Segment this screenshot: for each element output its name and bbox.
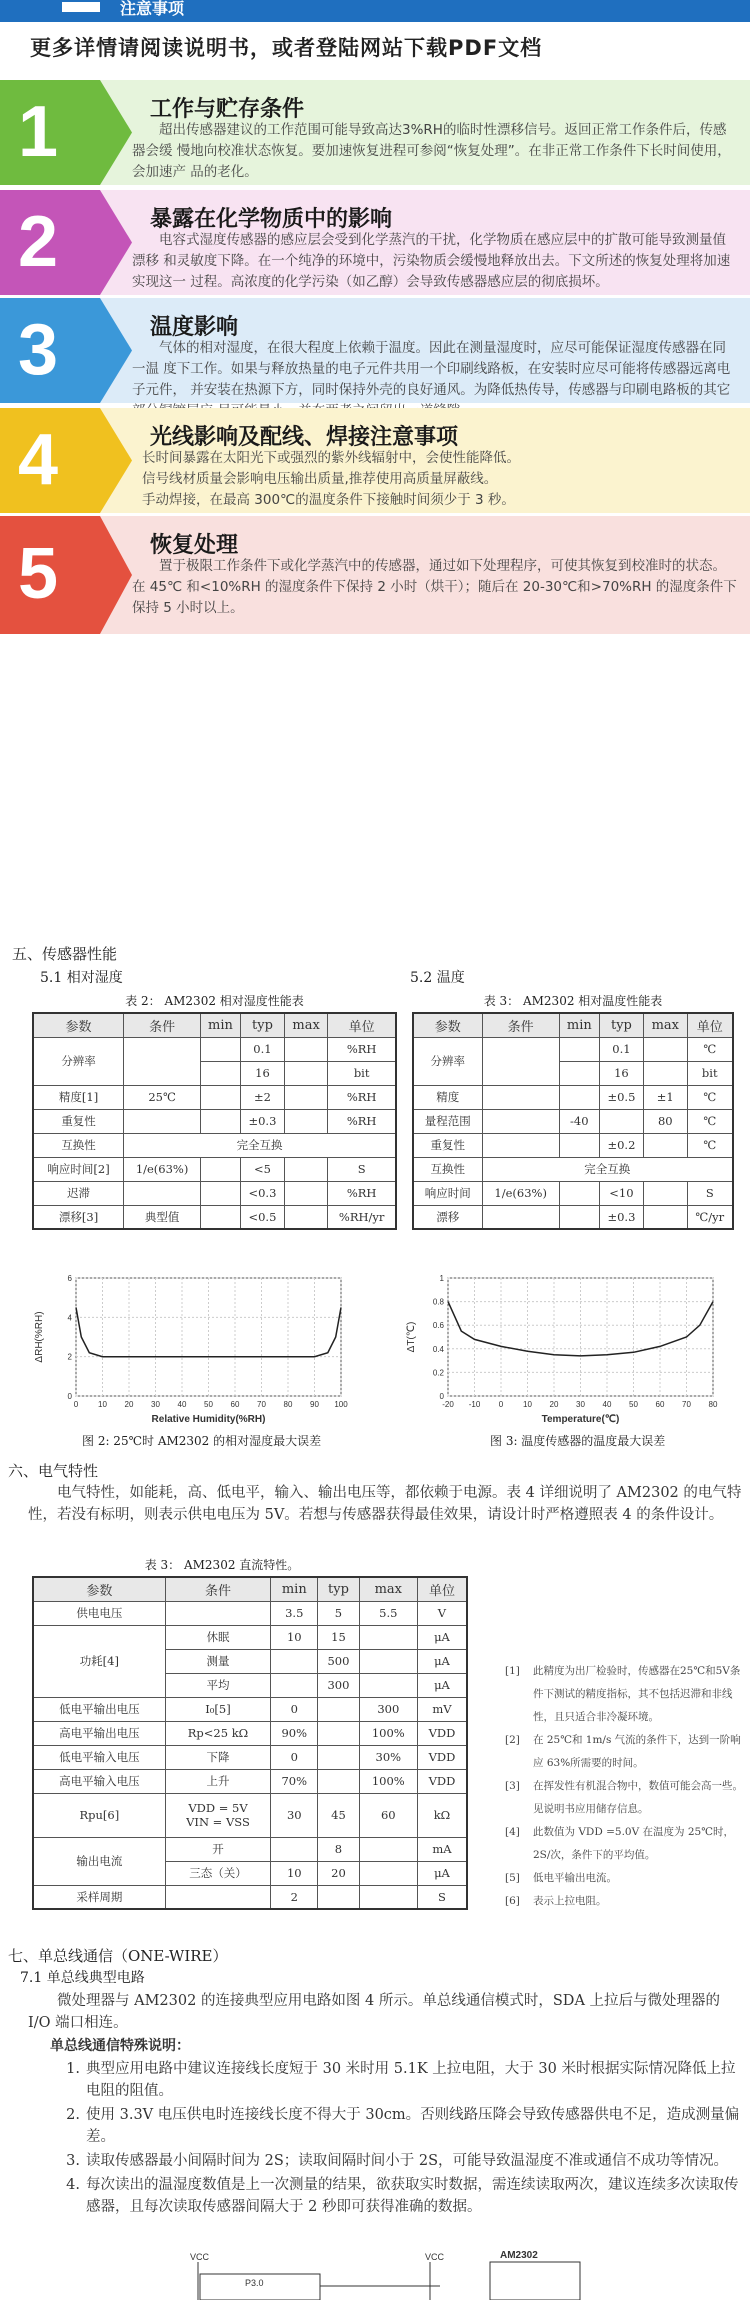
section6-paragraph: 电气特性，如能耗，高、低电平，输入、输出电压等，都依赖于电源。表 4 详细说明了 AM2302 的电气特性，若没有标明，则表示供电电压为 5V。若想与传感器获得最佳效果，请设计时严格遵照表 4 的条件设计。 bbox=[28, 1485, 742, 1523]
table-cell: 分辨率 bbox=[33, 1037, 124, 1085]
x-tick-label: -10 bbox=[468, 1400, 481, 1409]
table-cell: 70% bbox=[271, 1769, 318, 1793]
table-row bbox=[413, 1109, 733, 1133]
table-cell: 10 bbox=[271, 1625, 318, 1649]
notice-band-1 bbox=[0, 80, 750, 185]
table-row bbox=[33, 1625, 467, 1649]
typical-circuit-diagram bbox=[140, 2250, 590, 2300]
table-header-cell: min bbox=[201, 1013, 241, 1037]
table-cell: <0.3 bbox=[240, 1181, 284, 1205]
notice-band-3 bbox=[0, 298, 750, 403]
table-cell: S bbox=[417, 1885, 467, 1909]
table-cell bbox=[644, 1037, 688, 1061]
table-cell: Rpu[6] bbox=[33, 1793, 165, 1837]
table-cell bbox=[201, 1157, 241, 1181]
table-cell bbox=[124, 1181, 201, 1205]
table-cell bbox=[271, 1673, 318, 1697]
table-cell: VDD bbox=[417, 1721, 467, 1745]
section5-sub2: 5.2 温度 bbox=[410, 970, 465, 986]
band-text: 置于极限工作条件下或化学蒸汽中的传感器，通过如下处理程序，可使其恢复到校准时的状态。在 45℃ 和<10%RH 的湿度条件下保持 2 小时（烘干）；随后在 20-30℃和>70%RH 的湿度条件下保持 5 小时以上。 bbox=[132, 558, 737, 616]
table-cell: 30% bbox=[359, 1745, 417, 1769]
table-cell bbox=[201, 1205, 241, 1229]
table-cell: 供电电压 bbox=[33, 1601, 165, 1625]
list-item: 3. 读取传感器最小间隔时间为 2S；读取间隔时间小于 2S，可能导致温湿度不准或通信不成功等情况。 bbox=[66, 2153, 729, 2169]
table-cell bbox=[559, 1133, 599, 1157]
x-tick-label: 50 bbox=[629, 1400, 638, 1409]
table-cell bbox=[644, 1181, 688, 1205]
top-banner bbox=[0, 0, 750, 22]
x-tick-label: 30 bbox=[151, 1400, 160, 1409]
x-tick-label: 70 bbox=[682, 1400, 691, 1409]
vcc1-label: VCC bbox=[190, 2252, 210, 2262]
table-cell: 100% bbox=[359, 1769, 417, 1793]
banner-icon bbox=[60, 0, 102, 14]
table-row bbox=[413, 1037, 733, 1061]
table-cell: 300 bbox=[318, 1673, 359, 1697]
table-cell: mV bbox=[417, 1697, 467, 1721]
table-cell: V bbox=[417, 1601, 467, 1625]
table-header-cell: 参数 bbox=[413, 1013, 482, 1037]
x-tick-label: 80 bbox=[708, 1400, 718, 1409]
table-header-cell: 单位 bbox=[687, 1013, 733, 1037]
table-cell bbox=[559, 1181, 599, 1205]
footnotes bbox=[505, 1660, 745, 1913]
table-cell: 响应时间[2] bbox=[33, 1157, 124, 1181]
table-cell bbox=[318, 1745, 359, 1769]
table-row bbox=[33, 1837, 467, 1861]
table-cell: 精度[1] bbox=[33, 1085, 124, 1109]
table-cell bbox=[201, 1181, 241, 1205]
table-cell: -40 bbox=[559, 1109, 599, 1133]
table-cell bbox=[318, 1721, 359, 1745]
y-axis-label: ΔRH(%RH) bbox=[34, 1311, 45, 1363]
table3-caption: 表 3： AM2302 相对温度性能表 bbox=[483, 994, 663, 1008]
table-cell: kΩ bbox=[417, 1793, 467, 1837]
band-number: 4 bbox=[18, 419, 59, 500]
table-cell: 漂移 bbox=[413, 1205, 482, 1229]
y-tick-label: 4 bbox=[67, 1313, 72, 1323]
table-cell bbox=[359, 1649, 417, 1673]
band-number-arrow bbox=[0, 408, 132, 513]
table-row bbox=[33, 1109, 396, 1133]
band-number-arrow bbox=[0, 298, 132, 403]
table-cell: 0.1 bbox=[599, 1037, 643, 1061]
table-cell: 10 bbox=[271, 1861, 318, 1885]
x-tick-label: 40 bbox=[177, 1400, 187, 1409]
fig3-caption: 图 3: 温度传感器的温度最大误差 bbox=[490, 1434, 666, 1448]
table-cell: 高电平输出电压 bbox=[33, 1721, 165, 1745]
table-cell: %RH/yr bbox=[328, 1205, 396, 1229]
table-cell: 三态（关） bbox=[165, 1861, 271, 1885]
table-cell bbox=[318, 1697, 359, 1721]
table-cell: 精度 bbox=[413, 1085, 482, 1109]
table-header-cell: max bbox=[284, 1013, 327, 1037]
table-cell: 采样周期 bbox=[33, 1885, 165, 1909]
table-cell: 平均 bbox=[165, 1673, 271, 1697]
table-cell: 迟滞 bbox=[33, 1181, 124, 1205]
table-header-cell: typ bbox=[318, 1577, 359, 1601]
footnote-item: [6] 表示上拉电阻。 bbox=[505, 1895, 607, 1907]
table-cell bbox=[359, 1861, 417, 1885]
table-cell: 响应时间 bbox=[413, 1181, 482, 1205]
table-cell: %RH bbox=[328, 1181, 396, 1205]
table-header-cell: 条件 bbox=[124, 1013, 201, 1037]
port-label: P3.0 bbox=[245, 2278, 264, 2288]
band-number: 1 bbox=[18, 91, 59, 172]
y-tick-label: 0.4 bbox=[432, 1344, 444, 1354]
y-tick-label: 2 bbox=[67, 1352, 72, 1362]
table-row bbox=[33, 1037, 396, 1061]
table-row bbox=[33, 1205, 396, 1229]
table-cell: 1/e(63%) bbox=[482, 1181, 559, 1205]
table-row bbox=[33, 1697, 467, 1721]
y-tick-label: 0.2 bbox=[432, 1368, 444, 1378]
band-number-arrow bbox=[0, 516, 132, 634]
table-row bbox=[33, 1157, 396, 1181]
table-cell bbox=[482, 1037, 559, 1085]
vcc2-label: VCC bbox=[425, 2252, 445, 2262]
table-cell bbox=[165, 1601, 271, 1625]
table-cell: ±0.2 bbox=[599, 1133, 643, 1157]
table-cell: ±2 bbox=[240, 1085, 284, 1109]
table-cell: VDD bbox=[417, 1745, 467, 1769]
footnote-item: [3] 在挥发性有机混合物中，数值可能会高一些。见说明书应用储存信息。 bbox=[505, 1780, 743, 1815]
band-text: 电容式湿度传感器的感应层会受到化学蒸汽的干扰，化学物质在感应层中的扩散可能导致测量值漂移 和灵敏度下降。在一个纯净的环境中，污染物质会缓慢地释放出去。下文所述的恢复处理将加速实现这一 过程。高浓度的化学污染（如乙醇）会导致传感器感应层的彻底损坏。 bbox=[132, 232, 731, 290]
band-title: 光线影响及配线、焊接注意事项 bbox=[150, 425, 459, 450]
band-number-arrow bbox=[0, 190, 132, 295]
table-cell bbox=[559, 1061, 599, 1085]
table-cell: 300 bbox=[359, 1697, 417, 1721]
table-cell: 功耗[4] bbox=[33, 1625, 165, 1697]
table-header-cell: 单位 bbox=[328, 1013, 396, 1037]
table-header-cell: 单位 bbox=[417, 1577, 467, 1601]
table-cell: ±1 bbox=[644, 1085, 688, 1109]
table-cell bbox=[559, 1085, 599, 1109]
band-number: 5 bbox=[18, 534, 59, 614]
x-tick-label: 10 bbox=[523, 1400, 532, 1409]
table-cell: 30 bbox=[271, 1793, 318, 1837]
table-cell bbox=[284, 1061, 327, 1085]
table-cell: 典型值 bbox=[124, 1205, 201, 1229]
x-axis-label: Relative Humidity(%RH) bbox=[151, 1414, 266, 1425]
table-cell bbox=[124, 1109, 201, 1133]
x-tick-label: 20 bbox=[549, 1400, 559, 1409]
x-tick-label: 90 bbox=[310, 1400, 319, 1409]
table-cell bbox=[124, 1037, 201, 1085]
table-cell: VDD = 5V VIN = VSS bbox=[165, 1793, 271, 1837]
table-cell: 80 bbox=[644, 1109, 688, 1133]
x-tick-label: 70 bbox=[257, 1400, 266, 1409]
table-cell bbox=[201, 1061, 241, 1085]
table-cell: 量程范围 bbox=[413, 1109, 482, 1133]
table-cell: 25℃ bbox=[124, 1085, 201, 1109]
table-cell: 16 bbox=[240, 1061, 284, 1085]
band-text: 超出传感器建议的工作范围可能导致高达3%RH的临时性漂移信号。返回正常工作条件后，传感器会缓 慢地向校准状态恢复。要加速恢复进程可参阅“恢复处理”。在非正常工作条件下长时间使用，会加速产 品的老化。 bbox=[132, 122, 731, 180]
table-cell: 输出电流 bbox=[33, 1837, 165, 1885]
table-cell bbox=[359, 1885, 417, 1909]
section7-sub: 7.1 单总线典型电路 bbox=[20, 1970, 145, 1986]
table-cell: I₀[5] bbox=[165, 1697, 271, 1721]
table-cell: ℃ bbox=[687, 1109, 733, 1133]
table-header-cell: 条件 bbox=[165, 1577, 271, 1601]
table-row bbox=[33, 1721, 467, 1745]
table-header-cell: typ bbox=[240, 1013, 284, 1037]
table-cell bbox=[559, 1205, 599, 1229]
table-cell: 5.5 bbox=[359, 1601, 417, 1625]
part-label: AM2302 bbox=[500, 2250, 538, 2261]
humidity-performance-table bbox=[32, 1012, 397, 1230]
table-cell: bit bbox=[687, 1061, 733, 1085]
table-cell bbox=[644, 1205, 688, 1229]
table-row bbox=[33, 1885, 467, 1909]
table-header-cell: 参数 bbox=[33, 1577, 165, 1601]
table-cell: 漂移[3] bbox=[33, 1205, 124, 1229]
table-cell: 休眠 bbox=[165, 1625, 271, 1649]
table-cell: 重复性 bbox=[33, 1109, 124, 1133]
table-cell bbox=[318, 1769, 359, 1793]
x-tick-label: 60 bbox=[655, 1400, 665, 1409]
y-axis-label: ΔT(℃) bbox=[406, 1321, 417, 1353]
table-header-cell: max bbox=[644, 1013, 688, 1037]
table-cell bbox=[201, 1037, 241, 1061]
table-header-cell: 条件 bbox=[482, 1013, 559, 1037]
table-header-cell: max bbox=[359, 1577, 417, 1601]
temperature-error-chart bbox=[400, 1270, 730, 1425]
humidity-error-chart bbox=[28, 1270, 358, 1425]
table-cell bbox=[201, 1085, 241, 1109]
table-cell: <10 bbox=[599, 1181, 643, 1205]
banner-title: 注意事项 bbox=[120, 0, 185, 18]
x-tick-label: 40 bbox=[602, 1400, 612, 1409]
table-cell bbox=[271, 1837, 318, 1861]
band-title: 温度影响 bbox=[150, 315, 239, 340]
table-cell: 45 bbox=[318, 1793, 359, 1837]
x-tick-label: 100 bbox=[334, 1400, 348, 1409]
list-item: 1. 典型应用电路中建议连接线长度短于 30 米时用 5.1K 上拉电阻，大于 30 米时根据实际情况降低上拉电阻的阻值。 bbox=[66, 2061, 736, 2099]
band-title: 恢复处理 bbox=[150, 533, 239, 558]
x-tick-label: 80 bbox=[283, 1400, 293, 1409]
table-cell: 完全互换 bbox=[482, 1157, 733, 1181]
table-row bbox=[33, 1133, 396, 1157]
table-cell bbox=[359, 1673, 417, 1697]
band-number: 3 bbox=[18, 309, 59, 390]
table-cell: 0.1 bbox=[240, 1037, 284, 1061]
x-tick-label: 60 bbox=[230, 1400, 240, 1409]
x-tick-label: 0 bbox=[498, 1400, 504, 1409]
band-text: 气体的相对湿度，在很大程度上依赖于温度。因此在测量湿度时，应尽可能保证湿度传感器在同一温 度下工作。如果与释放热量的电子元件共用一个印刷线路板，在安装时应尽可能将传感器远离电子元件， 并安装在热源下方，同时保持外壳的良好通风。为降低热传导，传感器与印刷电路板的其它 bbox=[132, 340, 731, 398]
table-cell: μA bbox=[417, 1625, 467, 1649]
table-cell bbox=[599, 1109, 643, 1133]
table-cell: 3.5 bbox=[271, 1601, 318, 1625]
table-cell bbox=[644, 1133, 688, 1157]
table4-caption: 表 3： AM2302 直流特性。 bbox=[144, 1558, 300, 1572]
section5-sub1: 5.1 相对湿度 bbox=[40, 970, 123, 986]
table-cell: Rp<25 kΩ bbox=[165, 1721, 271, 1745]
table-cell bbox=[359, 1837, 417, 1861]
table-header-cell: min bbox=[271, 1577, 318, 1601]
y-tick-label: 0 bbox=[439, 1392, 444, 1401]
sensor-box bbox=[490, 2262, 580, 2300]
table-cell: 下降 bbox=[165, 1745, 271, 1769]
table-cell: 1/e(63%) bbox=[124, 1157, 201, 1181]
table-cell bbox=[284, 1037, 327, 1061]
y-tick-label: 0 bbox=[67, 1392, 72, 1401]
table-cell: ℃ bbox=[687, 1085, 733, 1109]
table-cell bbox=[482, 1133, 559, 1157]
headline: 更多详情请阅读说明书，或者登陆网站下载PDF文档 bbox=[30, 36, 543, 60]
notice-band-5 bbox=[0, 516, 750, 634]
table-cell bbox=[559, 1037, 599, 1061]
table-cell: 0 bbox=[271, 1745, 318, 1769]
table-row bbox=[33, 1181, 396, 1205]
footnote-item: [5] 低电平输出电流。 bbox=[505, 1872, 617, 1884]
table-cell bbox=[271, 1649, 318, 1673]
section5-title: 五、传感器性能 bbox=[12, 945, 118, 963]
table-cell: 8 bbox=[318, 1837, 359, 1861]
dc-characteristics-table bbox=[32, 1576, 468, 1910]
table-cell: S bbox=[687, 1181, 733, 1205]
table-row bbox=[33, 1085, 396, 1109]
table-cell: 16 bbox=[599, 1061, 643, 1085]
table-cell: ±0.3 bbox=[599, 1205, 643, 1229]
table-cell: 90% bbox=[271, 1721, 318, 1745]
temperature-performance-table bbox=[412, 1012, 734, 1230]
band-number-arrow bbox=[0, 80, 132, 185]
table-cell: 高电平输入电压 bbox=[33, 1769, 165, 1793]
table-cell: ℃/yr bbox=[687, 1205, 733, 1229]
table-cell bbox=[284, 1085, 327, 1109]
table-cell: 低电平输出电压 bbox=[33, 1697, 165, 1721]
table-cell: ℃ bbox=[687, 1037, 733, 1061]
special-notes-list bbox=[60, 2058, 740, 2220]
table-header-cell: min bbox=[559, 1013, 599, 1037]
table-header-cell: typ bbox=[599, 1013, 643, 1037]
table-cell: 测量 bbox=[165, 1649, 271, 1673]
x-axis-label: Temperature(℃) bbox=[541, 1414, 620, 1425]
table-cell: %RH bbox=[328, 1037, 396, 1061]
table-cell bbox=[644, 1061, 688, 1085]
table-cell bbox=[165, 1885, 271, 1909]
table-row bbox=[33, 1793, 467, 1837]
band-title: 暴露在化学物质中的影响 bbox=[150, 207, 393, 232]
table-row bbox=[413, 1085, 733, 1109]
table-cell: 低电平输入电压 bbox=[33, 1745, 165, 1769]
table-row bbox=[413, 1133, 733, 1157]
table-cell: 0 bbox=[271, 1697, 318, 1721]
table-cell bbox=[482, 1085, 559, 1109]
table-cell: μA bbox=[417, 1649, 467, 1673]
table-cell: 开 bbox=[165, 1837, 271, 1861]
footnote-item: [4] 此数值为 VDD =5.0V 在温度为 25℃时，2S/次，条件下的平均值。 bbox=[505, 1826, 734, 1861]
table-cell: 500 bbox=[318, 1649, 359, 1673]
footnote-item: [1] 此精度为出厂检验时，传感器在25℃和5V条件下测试的精度指标，其不包括迟滞和非线性，且只适合非冷凝环境。 bbox=[505, 1665, 741, 1723]
table-cell: <0.5 bbox=[240, 1205, 284, 1229]
band-number: 2 bbox=[18, 201, 59, 282]
x-tick-label: -20 bbox=[442, 1400, 454, 1409]
x-tick-label: 30 bbox=[576, 1400, 585, 1409]
table-cell: 互换性 bbox=[413, 1157, 482, 1181]
list-item: 2. 使用 3.3V 电压供电时连接线长度不得大于 30cm。否则线路压降会导致传感器供电不足，造成测量偏差。 bbox=[66, 2107, 740, 2145]
y-tick-label: 6 bbox=[67, 1274, 72, 1283]
table-cell: 20 bbox=[318, 1861, 359, 1885]
table-cell: 上升 bbox=[165, 1769, 271, 1793]
table-cell: ±0.5 bbox=[599, 1085, 643, 1109]
table-cell: 分辨率 bbox=[413, 1037, 482, 1085]
band-title: 工作与贮存条件 bbox=[150, 97, 305, 122]
notice-band-2 bbox=[0, 190, 750, 295]
table-cell bbox=[284, 1157, 327, 1181]
table-cell: μA bbox=[417, 1861, 467, 1885]
x-tick-label: 0 bbox=[73, 1400, 79, 1409]
table-cell: 完全互换 bbox=[124, 1133, 396, 1157]
table-row bbox=[33, 1769, 467, 1793]
table-cell: <5 bbox=[240, 1157, 284, 1181]
section7-paragraph: 微处理器与 AM2302 的连接典型应用电路如图 4 所示。单总线通信模式时，SDA 上拉后与微处理器的 I/O 端口相连。 bbox=[28, 1993, 721, 2031]
section7-list-title: 单总线通信特殊说明： bbox=[50, 2038, 190, 2054]
y-tick-label: 1 bbox=[439, 1274, 444, 1283]
table-cell: 5 bbox=[318, 1601, 359, 1625]
table-cell bbox=[284, 1109, 327, 1133]
table-cell: 2 bbox=[271, 1885, 318, 1909]
table-header-cell: 参数 bbox=[33, 1013, 124, 1037]
fig2-caption: 图 2: 25℃时 AM2302 的相对湿度最大误差 bbox=[82, 1434, 322, 1448]
y-tick-label: 0.6 bbox=[432, 1321, 444, 1331]
table-cell: %RH bbox=[328, 1085, 396, 1109]
table-row bbox=[413, 1205, 733, 1229]
table2-caption: 表 2： AM2302 相对湿度性能表 bbox=[125, 994, 304, 1008]
table-cell bbox=[359, 1625, 417, 1649]
table-cell: 15 bbox=[318, 1625, 359, 1649]
x-tick-label: 10 bbox=[98, 1400, 107, 1409]
y-tick-label: 0.8 bbox=[432, 1297, 444, 1307]
table-cell bbox=[482, 1109, 559, 1133]
table-cell: 60 bbox=[359, 1793, 417, 1837]
table-row bbox=[413, 1157, 733, 1181]
table-cell: 100% bbox=[359, 1721, 417, 1745]
table-cell: VDD bbox=[417, 1769, 467, 1793]
band-text: 长时间暴露在太阳光下或强烈的紫外线辐射中，会使性能降低。 信号线材质量会影响电压输出质量,推荐使用高质量屏蔽线。 手动焊接，在最高 300℃的温度条件下接触时间须少于 3 秒。 bbox=[142, 450, 520, 508]
list-item: 4. 每次读出的温湿度数值是上一次测量的结果，欲获取实时数据，需连续读取两次，建议连续多次读取传感器，且每次读取传感器间隔大于 2 秒即可获得准确的数据。 bbox=[66, 2177, 739, 2215]
x-tick-label: 20 bbox=[124, 1400, 134, 1409]
table-cell: 互换性 bbox=[33, 1133, 124, 1157]
table-cell: 重复性 bbox=[413, 1133, 482, 1157]
notice-band-4 bbox=[0, 408, 750, 513]
table-cell: bit bbox=[328, 1061, 396, 1085]
table-cell bbox=[318, 1885, 359, 1909]
table-cell: S bbox=[328, 1157, 396, 1181]
section6-title: 六、电气特性 bbox=[8, 1462, 99, 1480]
table-cell bbox=[284, 1205, 327, 1229]
table-cell bbox=[201, 1109, 241, 1133]
table-cell: ±0.3 bbox=[240, 1109, 284, 1133]
table-cell bbox=[482, 1205, 559, 1229]
x-tick-label: 50 bbox=[204, 1400, 213, 1409]
table-row bbox=[413, 1181, 733, 1205]
table-cell: ℃ bbox=[687, 1133, 733, 1157]
footnote-item: [2] 在 25℃和 1m/s 气流的条件下，达到一阶响应 63%所需要的时间。 bbox=[505, 1734, 741, 1769]
section7-title: 七、单总线通信（ONE-WIRE） bbox=[8, 1947, 228, 1965]
table-cell: μA bbox=[417, 1673, 467, 1697]
table-row bbox=[33, 1745, 467, 1769]
table-cell: %RH bbox=[328, 1109, 396, 1133]
table-cell bbox=[284, 1181, 327, 1205]
table-row bbox=[33, 1601, 467, 1625]
table-cell: mA bbox=[417, 1837, 467, 1861]
